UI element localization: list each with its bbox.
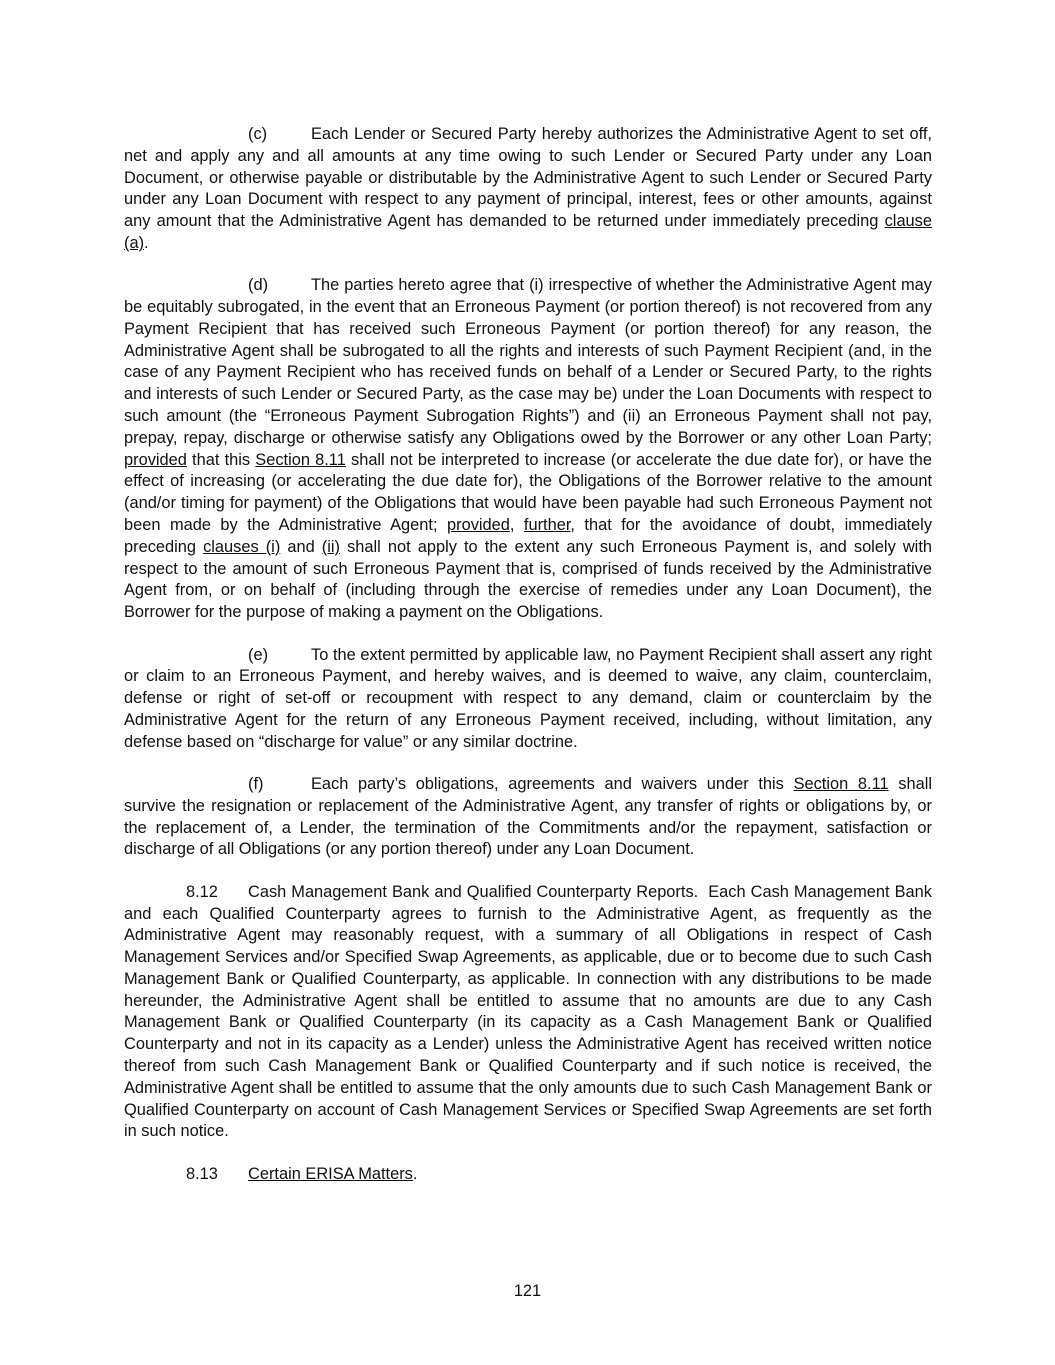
section-8-13 [124,1164,932,1186]
paragraph-text: shall not apply to the extent any such Erroneous Payment is, and solely with respect to the amount of such Erroneous Payment that is, comprised of funds received by the Administrative Agent from, or on behalf of (including through the exercise of remedies under any Loan Document), the Borrower for the purpose of making a payment on the Obligations. [124,537,932,622]
section-8-12 [124,882,932,1144]
document-page [124,124,932,1206]
paragraph-f [124,774,932,861]
paragraph-text: Each Lender or Secured Party hereby authorizes the Administrative Agent to set off, net and apply any and all amounts at any time owing to such Lender or Secured Party under any Loan Document, or otherwise payable or distributable by the Administrative Agent to such Lender or Secured Party under any Loan Document with respect to any payment of principal, interest, fees or other amounts, against any amount that the Administrative Agent has demanded to be returned under immediately preceding [124,125,932,231]
underlined-term: provided [447,516,510,535]
paragraph-text: . [144,233,149,252]
paragraph-text: that this [186,450,256,469]
paragraph-d [124,275,932,624]
section-number: 8.12 [186,882,218,901]
section-heading: Certain ERISA Matters [248,1164,413,1183]
section-heading: Cash Management Bank and Qualified Counterparty Reports. [248,882,699,901]
paragraph-text: shall survive the resignation or replacement of the Administrative Agent, any transfer of rights or obligations by, or the replacement of, a Lender, the termination of the Commitments and/or the repayment, satisfaction or discharge of all Obligations (or any portion thereof) under any Loan Document. [124,775,932,859]
underlined-term: provided [124,450,187,469]
section-body: Each Cash Management Bank and each Qualified Counterparty agrees to furnish to the Administrative Agent, as frequently as the Administrative Agent may reasonably request, with a summary of all Obligations in respect of Cash Management Services and/or Specified Swap Agreements, as applicable, due or to become due to such Cash Management Bank or Qualified Counterparty, as applicable. In connection with any distributions to be made hereunder, the Administrative Agent shall be entitled to assume that no amounts are due to any Cash Management Bank or Qualified Counterparty (in its capacity as a Cash Management Bank or Qualified Counterparty and not in its capacity as a Lender) unless the Administrative Agent has received written notice thereof from such Cash Management Bank or Qualified Counterparty and if such notice is received, the Administrative Agent shall be entitled to assume that the only amounts due to such Cash Management Bank or Qualified Counterparty on account of Cash Management Services or Specified Swap Agreements are set forth in such notice. [124,882,932,1141]
section-reference: Section 8.11 [255,450,346,469]
paragraph-label: (d) [248,276,269,295]
clause-reference: (ii) [321,537,340,556]
paragraph-e [124,645,932,754]
clause-reference: clause (a) [124,212,932,252]
paragraph-text: shall not be interpreted to increase (or accelerate the due date for), or have the effect of increasing (or accelerating the due date for), the Obligations of the Borrower relative to the amount (and/or timing for payment) of the Obligations that would have been payable had such Erroneous Payment not been made by the Administrative Agent; [124,450,932,535]
paragraph-label: (c) [248,125,268,143]
section-number: 8.13 [186,1164,218,1183]
paragraph-text: , that for the avoidance of doubt, immediately preceding [124,516,933,556]
underlined-term: further [523,516,571,535]
paragraph-text: and [280,537,322,556]
paragraph-text: Each party’s obligations, agreements and waivers under this [311,775,794,794]
clause-reference: clauses (i) [203,537,281,556]
section-heading-trail: . [412,1164,418,1183]
paragraph-text: To the extent permitted by applicable law, no Payment Recipient shall assert any right or claim to an Erroneous Payment, and hereby waives, and is deemed to waive, any claim, counterclaim, defense or right of set-off or recoupment with respect to any demand, claim or counterclaim by the Administrative Agent for the return of any Erroneous Payment received, including, without limitation, any defense based on “discharge for value” or any similar doctrine. [124,645,932,751]
paragraph-text: The parties hereto agree that (i) irrespective of whether the Administrative Agent may be equitably subrogated, in the event that an Erroneous Payment (or portion thereof) is not recovered from any Payment Recipient that has received such Erroneous Payment (or portion thereof) for any reason, the Administrative Agent shall be subrogated to all the rights and interests of such Payment Recipient (and, in the case of any Payment Recipient who has received funds on behalf of a Lender or Secured Party, to the rights and interests of such Lender or Secured Party, as the case may be) under the Loan Documents with respect to such amount (the “Erroneous Payment Subrogation Rights”) and (ii) an Erroneous Payment shall not pay, prepay, repay, discharge or otherwise satisfy any Obligations owed by the Borrower or any other Loan Party; [124,276,932,447]
section-reference: Section 8.11 [793,775,889,794]
paragraph-label: (f) [248,775,264,794]
paragraph-c [124,124,932,255]
page-number: 121 [513,1282,542,1300]
paragraph-text: , [509,516,524,535]
paragraph-label: (e) [248,645,269,664]
